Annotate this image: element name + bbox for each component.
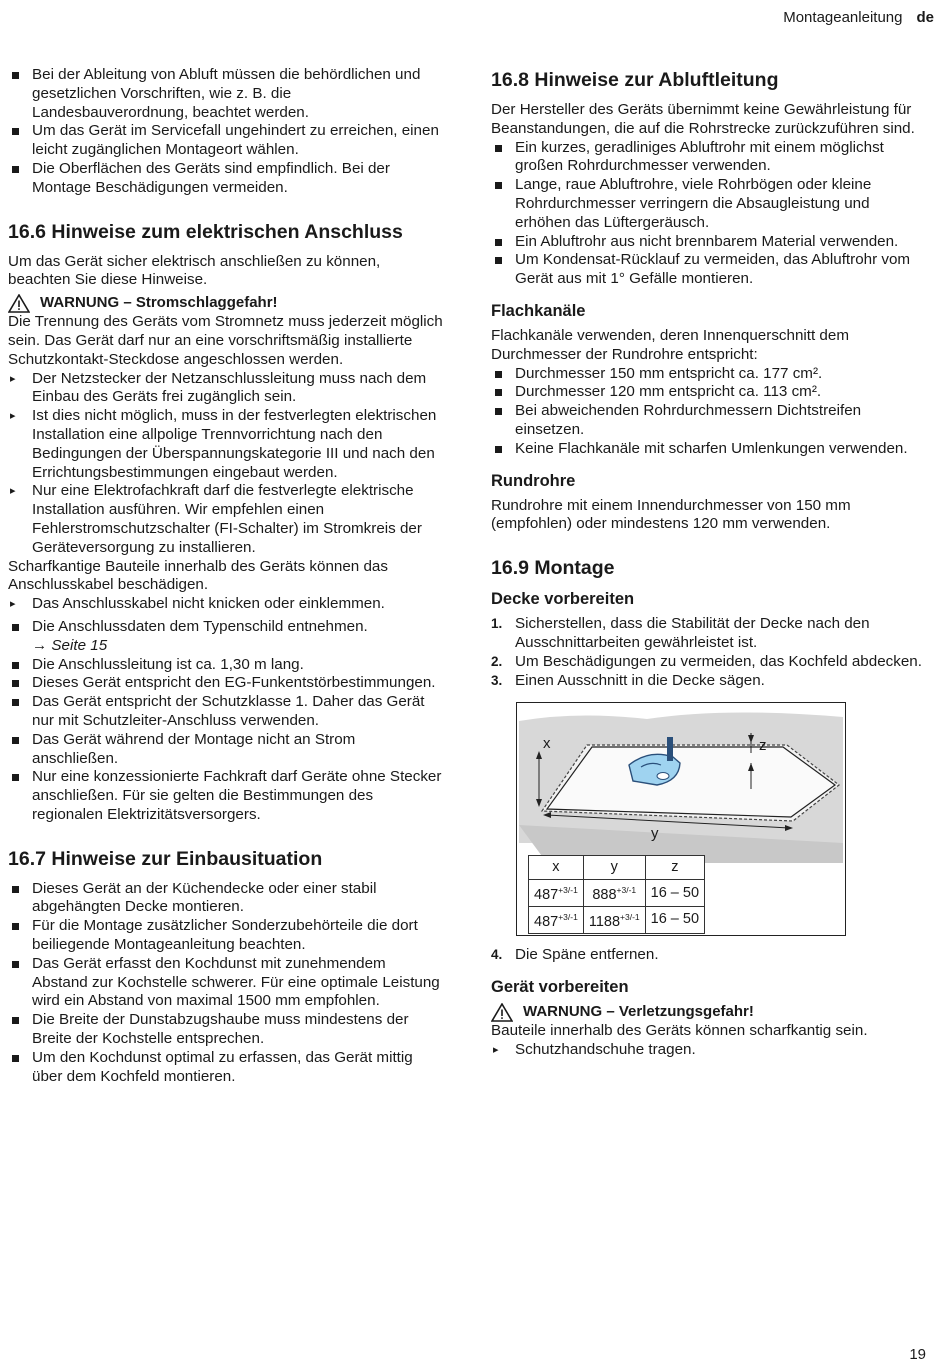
cell-value: 1188: [588, 913, 621, 930]
warning-label: WARNUNG – Stromschlaggefahr!: [40, 294, 278, 312]
section-heading-16-6: 16.6 Hinweise zum elektrischen Anschluss: [8, 220, 403, 243]
section-heading-16-8: 16.8 Hinweise zur Abluftleitung: [491, 69, 779, 91]
rund-text: Rundrohre mit einem Innendurchmesser von 150 mm (empfohlen) oder mindestens 120 mm verwenden.: [491, 496, 851, 533]
warning-label: WARNUNG – Verletzungsgefahr!: [523, 1003, 754, 1021]
warning-heading: [491, 1003, 927, 1022]
intro-bullets: [8, 66, 444, 198]
dimension-label-z: z: [759, 737, 767, 755]
section-intro: Der Hersteller des Geräts übernimmt keine Gewährleistung für Beanstandungen, die auf die Rohrstrecke zurückzuführen sind.: [491, 101, 915, 137]
column-header: x: [529, 856, 584, 880]
list-item: Bei abweichenden Rohrdurchmessern Dichtstreifen einsetzen.: [491, 402, 927, 440]
step-text: Sicherstellen, dass die Stabilität der Decke nach den Ausschnittarbeiten gewährleistet ist.: [515, 615, 870, 651]
list-item: Keine Flachkanäle mit scharfen Umlenkungen verwenden.: [491, 440, 927, 459]
cell-tolerance: +3/-1: [558, 885, 578, 896]
ceiling-cutout-figure: [516, 702, 846, 936]
numbered-step: [491, 653, 927, 672]
sharp-edges-text: Scharfkantige Bauteile innerhalb des Geräts können das Anschlusskabel beschädigen.: [8, 557, 388, 594]
list-item: Lange, raue Abluftrohre, viele Rohrbögen oder kleine Rohrdurchmesser verringern die Absaugleistung und erhöhen das Lüftergeräusch.: [491, 176, 927, 232]
table-row: [529, 880, 705, 907]
warning-heading: [8, 294, 444, 313]
list-item: Das Gerät erfasst den Kochdunst mit zunehmendem Abstand zur Kochstelle schwerer. Für eine optimale Leistung wird ein Abstand von maximal 1500 mm empfohlen.: [8, 955, 444, 1011]
warning-icon: [8, 294, 30, 313]
page-header: [783, 9, 934, 26]
list-item: Das Gerät entspricht der Schutzklasse 1. Daher das Gerät nur mit Schutzleiter-Anschluss verwenden.: [8, 693, 444, 731]
list-item: Durchmesser 150 mm entspricht ca. 177 cm².: [491, 365, 927, 384]
electrical-bullets: [8, 618, 444, 825]
gloves-steps: [491, 1041, 927, 1060]
instruction-step: ▸ Ist dies nicht möglich, muss in der festverlegten elektrischen Installation eine allpolige Trennvorrichtung nach den Bedingungen der Überspannungskategorie III und nach den Errichtungsbestimmungen eingebaut werden.: [8, 407, 444, 482]
cell-value: 487: [534, 887, 559, 904]
installation-bullets: [8, 880, 444, 1087]
instruction-step: ▸ Das Anschlusskabel nicht knicken oder einklemmen.: [8, 595, 444, 614]
warning-text: Die Trennung des Geräts vom Stromnetz muss jederzeit möglich sein. Das Gerät darf nur an eine vorschriftsmäßig installierte Schutzkontakt-Steckdose angeschlossen werden.: [8, 313, 443, 368]
list-item: Dieses Gerät an der Küchendecke oder einer stabil abgehängten Decke montieren.: [8, 880, 444, 918]
cell-tolerance: +3/-1: [616, 885, 637, 896]
column-header: y: [583, 856, 645, 880]
step-number: 2.: [491, 653, 503, 669]
right-column: [491, 68, 927, 1060]
step-number: 3.: [491, 672, 503, 688]
flach-bullets: [491, 365, 927, 459]
table-cell: [583, 906, 645, 933]
typeplate-text: Die Anschlussdaten dem Typenschild entnehmen.: [32, 617, 368, 635]
page-reference-link[interactable]: → Seite 15: [32, 636, 108, 654]
subheading-rundrohre: Rundrohre: [491, 471, 576, 490]
list-item: Um Kondensat-Rücklauf zu vermeiden, das Abluftrohr vom Gerät aus mit 1° Gefälle montieren.: [491, 251, 927, 289]
table-cell: [529, 906, 584, 933]
warning-text: Bauteile innerhalb des Geräts können scharfkantig sein.: [491, 1022, 868, 1040]
cell-tolerance: +3/-1: [620, 911, 640, 922]
table-cell: [583, 880, 645, 907]
list-item: Um das Gerät im Servicefall ungehindert zu erreichen, einen leicht zugänglichen Montageort wählen.: [8, 122, 444, 160]
table-row: [529, 906, 705, 933]
numbered-step: [491, 672, 927, 691]
list-item: Bei der Ableitung von Abluft müssen die behördlichen und gesetzlichen Vorschriften, wie z. B. die Landesbauverordnung, beachtet werden.: [8, 66, 444, 122]
cell-tolerance: +3/-1: [558, 911, 578, 922]
instruction-steps: [8, 370, 444, 558]
exhaust-bullets: [491, 139, 927, 289]
cell-value: 487: [534, 913, 559, 930]
header-language: de: [916, 9, 934, 26]
list-item: Die Anschlussleitung ist ca. 1,30 m lang.: [8, 656, 444, 675]
step-number: 1.: [491, 616, 503, 632]
cell-value: 888: [592, 887, 617, 904]
header-title: Montageanleitung: [783, 9, 903, 26]
table-cell: 16 – 50: [645, 906, 704, 933]
list-item: Ein Abluftrohr aus nicht brennbarem Material verwenden.: [491, 233, 927, 252]
table-header-row: [529, 856, 705, 880]
subheading-geraet-vorbereiten: Gerät vorbereiten: [491, 978, 629, 997]
cable-steps: [8, 595, 444, 614]
list-item: Das Gerät während der Montage nicht an Strom anschließen.: [8, 731, 444, 769]
numbered-step: [491, 615, 927, 653]
subheading-decke-vorbereiten: Decke vorbereiten: [491, 590, 635, 609]
instruction-step: ▸ Der Netzstecker der Netzanschlussleitung muss nach dem Einbau des Geräts frei zugänglich sein.: [8, 370, 444, 408]
ceiling-steps: [491, 615, 927, 690]
step-text: Einen Ausschnitt in die Decke sägen.: [515, 671, 765, 689]
section-intro: Um das Gerät sicher elektrisch anschließen zu können, beachten Sie diese Hinweise.: [8, 252, 381, 289]
list-item: Durchmesser 120 mm entspricht ca. 113 cm².: [491, 383, 927, 402]
step-text: Um Beschädigungen zu vermeiden, das Kochfeld abdecken.: [515, 652, 922, 670]
table-cell: [529, 880, 584, 907]
instruction-step: ▸ Schutzhandschuhe tragen.: [491, 1041, 927, 1060]
list-item: Dieses Gerät entspricht den EG-Funkentstörbestimmungen.: [8, 674, 444, 693]
subheading-flachkanaele: Flachkanäle: [491, 301, 586, 320]
list-item: Die Oberflächen des Geräts sind empfindlich. Bei der Montage Beschädigungen vermeiden.: [8, 160, 444, 198]
page-number: 19: [909, 1346, 926, 1363]
step-text: Die Späne entfernen.: [515, 946, 659, 964]
section-heading-16-7: 16.7 Hinweise zur Einbausituation: [8, 847, 323, 870]
step-number: 4.: [491, 947, 503, 963]
section-heading-16-9: 16.9 Montage: [491, 557, 615, 580]
column-header: z: [645, 856, 704, 880]
warning-icon: [491, 1003, 513, 1022]
list-item: Ein kurzes, geradliniges Abluftrohr mit einem möglichst großen Rohrdurchmesser verwenden.: [491, 139, 927, 177]
dimensions-table: [528, 855, 705, 933]
flach-intro: Flachkanäle verwenden, deren Innenquerschnitt dem Durchmesser der Rundrohre entspricht:: [491, 326, 849, 363]
list-item: Die Breite der Dunstabzugshaube muss mindestens der Breite der Kochstelle entsprechen.: [8, 1011, 444, 1049]
list-item: Für die Montage zusätzlicher Sonderzubehörteile die dort beiliegende Montageanleitung beachten.: [8, 917, 444, 955]
instruction-step: ▸ Nur eine Elektrofachkraft darf die festverlegte elektrische Installation ausführen. Wir empfehlen einen Fehlerstromschutzschalter (FI-Schalter) im Stromkreis der Geräteversorgung zu installieren.: [8, 482, 444, 557]
dimension-label-x: x: [543, 735, 551, 753]
table-cell: 16 – 50: [645, 880, 704, 907]
ceiling-steps-continued: [491, 946, 927, 965]
numbered-step: [491, 946, 927, 965]
left-column: [8, 66, 444, 1086]
list-item: [8, 618, 444, 656]
dimension-label-y: y: [651, 825, 659, 843]
list-item: Nur eine konzessionierte Fachkraft darf Geräte ohne Stecker anschließen. Für sie gelten die Bestimmungen des regionalen Elektrizitätsversorgers.: [8, 768, 444, 824]
list-item: Um den Kochdunst optimal zu erfassen, das Gerät mittig über dem Kochfeld montieren.: [8, 1049, 444, 1087]
